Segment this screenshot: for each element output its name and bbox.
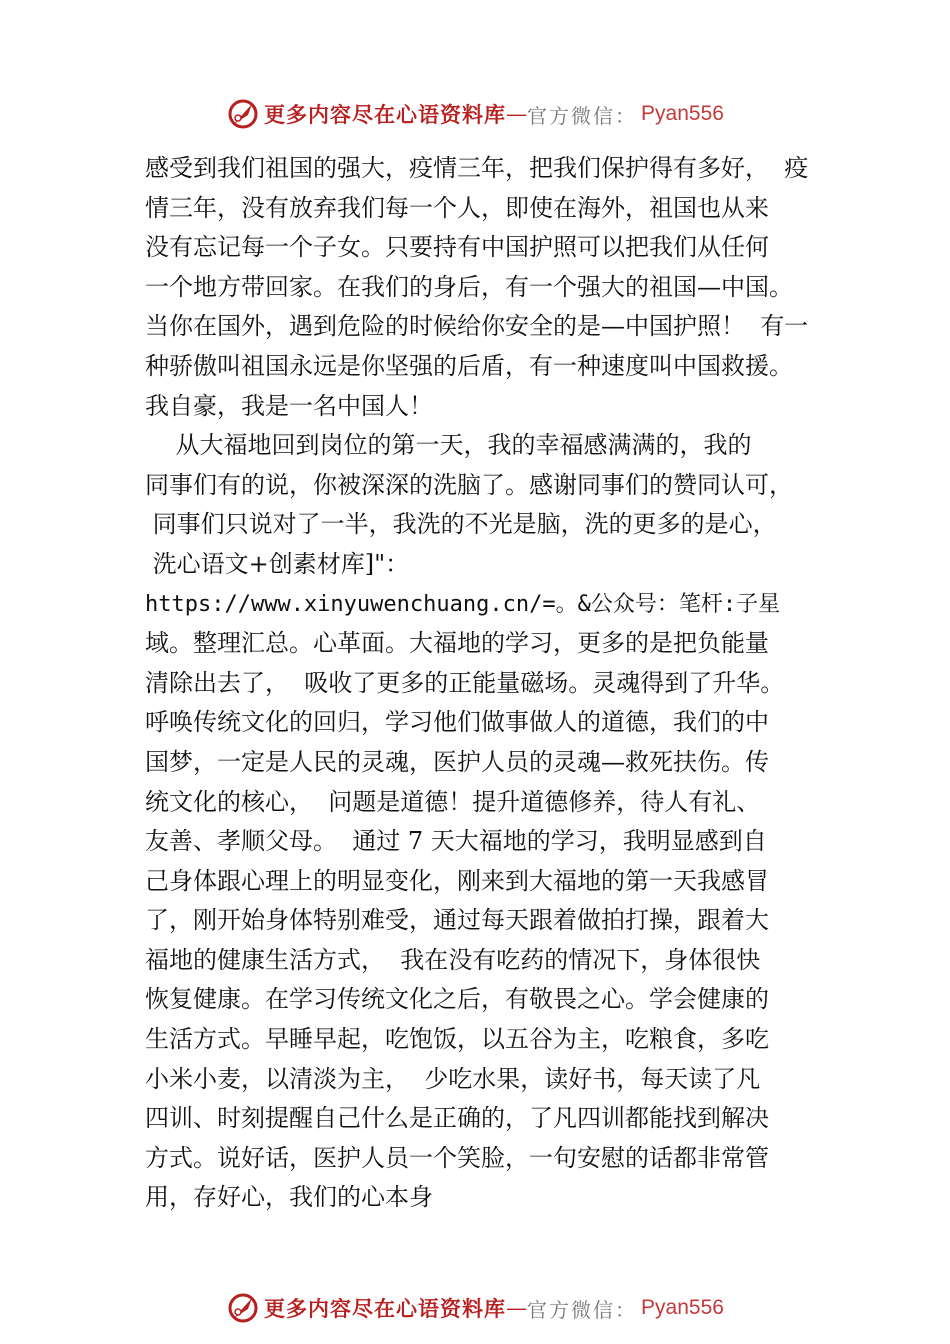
body-line: 感受到我们祖国的强大，疫情三年，把我们保护得有多好， 疫 — [145, 154, 809, 182]
banner-wechat-id: Pyan556 — [641, 1296, 724, 1319]
body-line: 域。整理汇总。心革面。大福地的学习，更多的是把负能量 — [145, 629, 769, 658]
banner-dash: — — [506, 1296, 528, 1320]
body-line: 方式。说好话，医护人员一个笑脸，一句安慰的话都非常管 — [145, 1143, 769, 1172]
body-line: 四训、时刻提醒自己什么是正确的，了凡四训都能找到解决 — [145, 1104, 769, 1133]
body-line: 同事们有的说，你被深深的洗脑了。感谢同事们的赞同认可， — [145, 470, 793, 499]
body-line: 从大福地回到岗位的第一天，我的幸福感满满的，我的 — [145, 431, 752, 460]
body-line: 用，存好心，我们的心本身 — [145, 1183, 433, 1212]
body-line: 己身体跟心理上的明显变化，刚来到大福地的第一天我感冒 — [145, 866, 769, 895]
body-line-url: https://www.xinyuwenchuang.cn/=。&公众号：笔杆:子星 — [145, 591, 781, 617]
body-line: 福地的健康生活方式， 我在没有吃药的情况下，身体很快 — [145, 945, 761, 974]
body-line: 国梦，一定是人民的灵魂，医护人员的灵魂—救死扶伤。传 — [145, 747, 769, 776]
banner-title: 更多内容尽在心语资料库 — [264, 102, 507, 127]
document-body — [145, 149, 825, 1218]
body-line: 友善、孝顺父母。 通过 7 天大福地的学习，我明显感到自 — [145, 827, 767, 856]
body-line: 种骄傲叫祖国永远是你坚强的后盾，有一种速度叫中国救援。 — [145, 351, 793, 380]
body-line: 洗心语文+创素材库]"： — [145, 549, 410, 578]
body-line: 生活方式。早睡早起，吃饱饭，以五谷为主，吃粮食，多吃 — [145, 1025, 769, 1054]
header-banner — [0, 94, 950, 134]
body-line: 恢复健康。在学习传统文化之后，有敬畏之心。学会健康的 — [145, 985, 769, 1014]
body-line: 小米小麦，以清淡为主， 少吃水果，读好书，每天读了凡 — [145, 1064, 761, 1093]
body-line: 了，刚开始身体特别难受，通过每天跟着做拍打操，跟着大 — [145, 906, 769, 935]
banner-wechat-id: Pyan556 — [641, 102, 724, 125]
banner-wechat-label: 官方微信： — [527, 1297, 638, 1322]
body-line: 没有忘记每一个子女。只要持有中国护照可以把我们从任何 — [145, 233, 769, 262]
body-line: 统文化的核心， 问题是道德！提升道德修养，待人有礼、 — [145, 787, 761, 816]
banner-wechat-label: 官方微信： — [527, 103, 638, 128]
body-line: 一个地方带回家。在我们的身后，有一个强大的祖国—中国。 — [145, 272, 793, 301]
banner-dash: — — [506, 102, 528, 126]
banner-title: 更多内容尽在心语资料库 — [264, 1296, 507, 1321]
quill-logo-icon — [226, 1291, 260, 1325]
quill-logo-icon — [226, 97, 260, 131]
footer-banner — [0, 1288, 950, 1328]
body-line: 呼唤传统文化的回归，学习他们做事做人的道德，我们的中 — [145, 708, 769, 737]
body-line: 清除出去了， 吸收了更多的正能量磁场。灵魂得到了升华。 — [145, 668, 785, 697]
body-line: 情三年，没有放弃我们每一个人，即使在海外，祖国也从来 — [145, 193, 769, 222]
body-line: 同事们只说对了一半，我洗的不光是脑，洗的更多的是心， — [145, 510, 777, 539]
body-line: 当你在国外，遇到危险的时候给你安全的是—中国护照！ 有一 — [145, 312, 809, 341]
body-line: 我自豪，我是一名中国人！ — [145, 391, 433, 420]
